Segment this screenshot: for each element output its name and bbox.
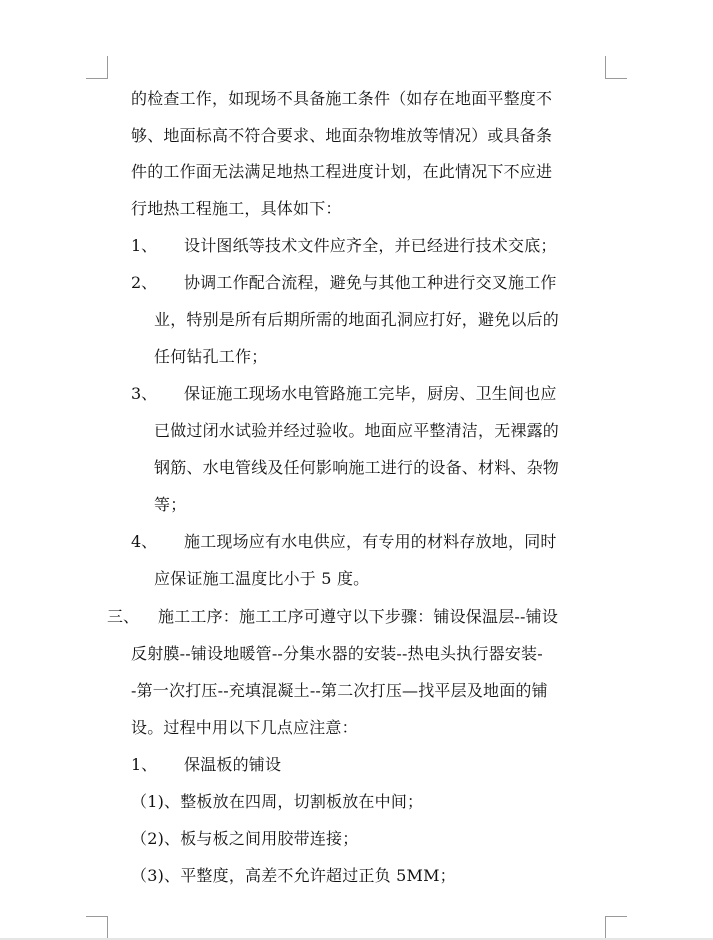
item-1-number: 1、 (131, 236, 158, 255)
item-3-line-1: 保证施工现场水电管路施工完毕，厨房、卫生间也应 (184, 384, 557, 403)
sub-item-1-title: 保温板的铺设 (184, 755, 282, 774)
item-2-line-3: 任何钻孔工作； (154, 347, 268, 366)
crop-mark-top-right-vertical (605, 56, 606, 78)
section-3-number: 三、 (107, 607, 140, 626)
item-3-number: 3、 (131, 384, 158, 403)
item-2-line-1: 协调工作配合流程，避免与其他工种进行交叉施工作 (184, 273, 557, 292)
item-3-line-4: 等； (154, 495, 187, 514)
crop-mark-bottom-right-vertical (605, 916, 606, 938)
point-1: （1)、整板放在四周，切割板放在中间； (131, 792, 424, 811)
item-4-number: 4、 (131, 532, 158, 551)
crop-mark-top-left-vertical (107, 56, 108, 78)
point-2: （2)、板与板之间用胶带连接； (131, 829, 359, 848)
section-3-line-3: -第一次打压--充填混凝土--第二次打压—找平层及地面的铺 (131, 681, 548, 700)
crop-mark-bottom-right-horizontal (605, 916, 627, 917)
crop-mark-bottom-left-vertical (107, 916, 108, 938)
item-3-line-2: 已做过闭水试验并经过验收。地面应平整清洁，无裸露的 (154, 421, 560, 440)
crop-mark-top-right-horizontal (605, 78, 627, 79)
crop-mark-top-left-horizontal (86, 78, 108, 79)
item-4-line-2: 应保证施工温度比小于 5 度。 (154, 569, 370, 588)
intro-line-4: 行地热工程施工，具体如下： (131, 199, 342, 218)
item-1-line-1: 设计图纸等技术文件应齐全，并已经进行技术交底； (184, 236, 557, 255)
item-2-number: 2、 (131, 273, 158, 292)
section-3-line-4: 设。过程中用以下几点应注意： (131, 718, 358, 737)
sub-item-1-number: 1、 (131, 755, 158, 774)
item-4-line-1: 施工现场应有水电供应，有专用的材料存放地，同时 (184, 532, 557, 551)
item-3-line-3: 钢筋、水电管线及任何影响施工进行的设备、材料、杂物 (154, 458, 560, 477)
crop-mark-bottom-left-horizontal (86, 916, 108, 917)
intro-line-1: 的检查工作，如现场不具备施工条件（如存在地面平整度不 (131, 89, 553, 108)
intro-line-2: 够、地面标高不符合要求、地面杂物堆放等情况）或具备条 (131, 126, 553, 145)
intro-line-3: 件的工作面无法满足地热工程进度计划，在此情况下不应进 (131, 162, 553, 181)
section-3-line-2: 反射膜--铺设地暖管--分集水器的安装--热电头执行器安装- (131, 644, 543, 663)
section-3-line-1: 施工工序：施工工序可遵守以下步骤：铺设保温层--铺设 (158, 607, 559, 626)
item-2-line-2: 业，特别是所有后期所需的地面孔洞应打好，避免以后的 (154, 310, 560, 329)
point-3: （3)、平整度，高差不允许超过正负 5MM； (131, 866, 456, 885)
